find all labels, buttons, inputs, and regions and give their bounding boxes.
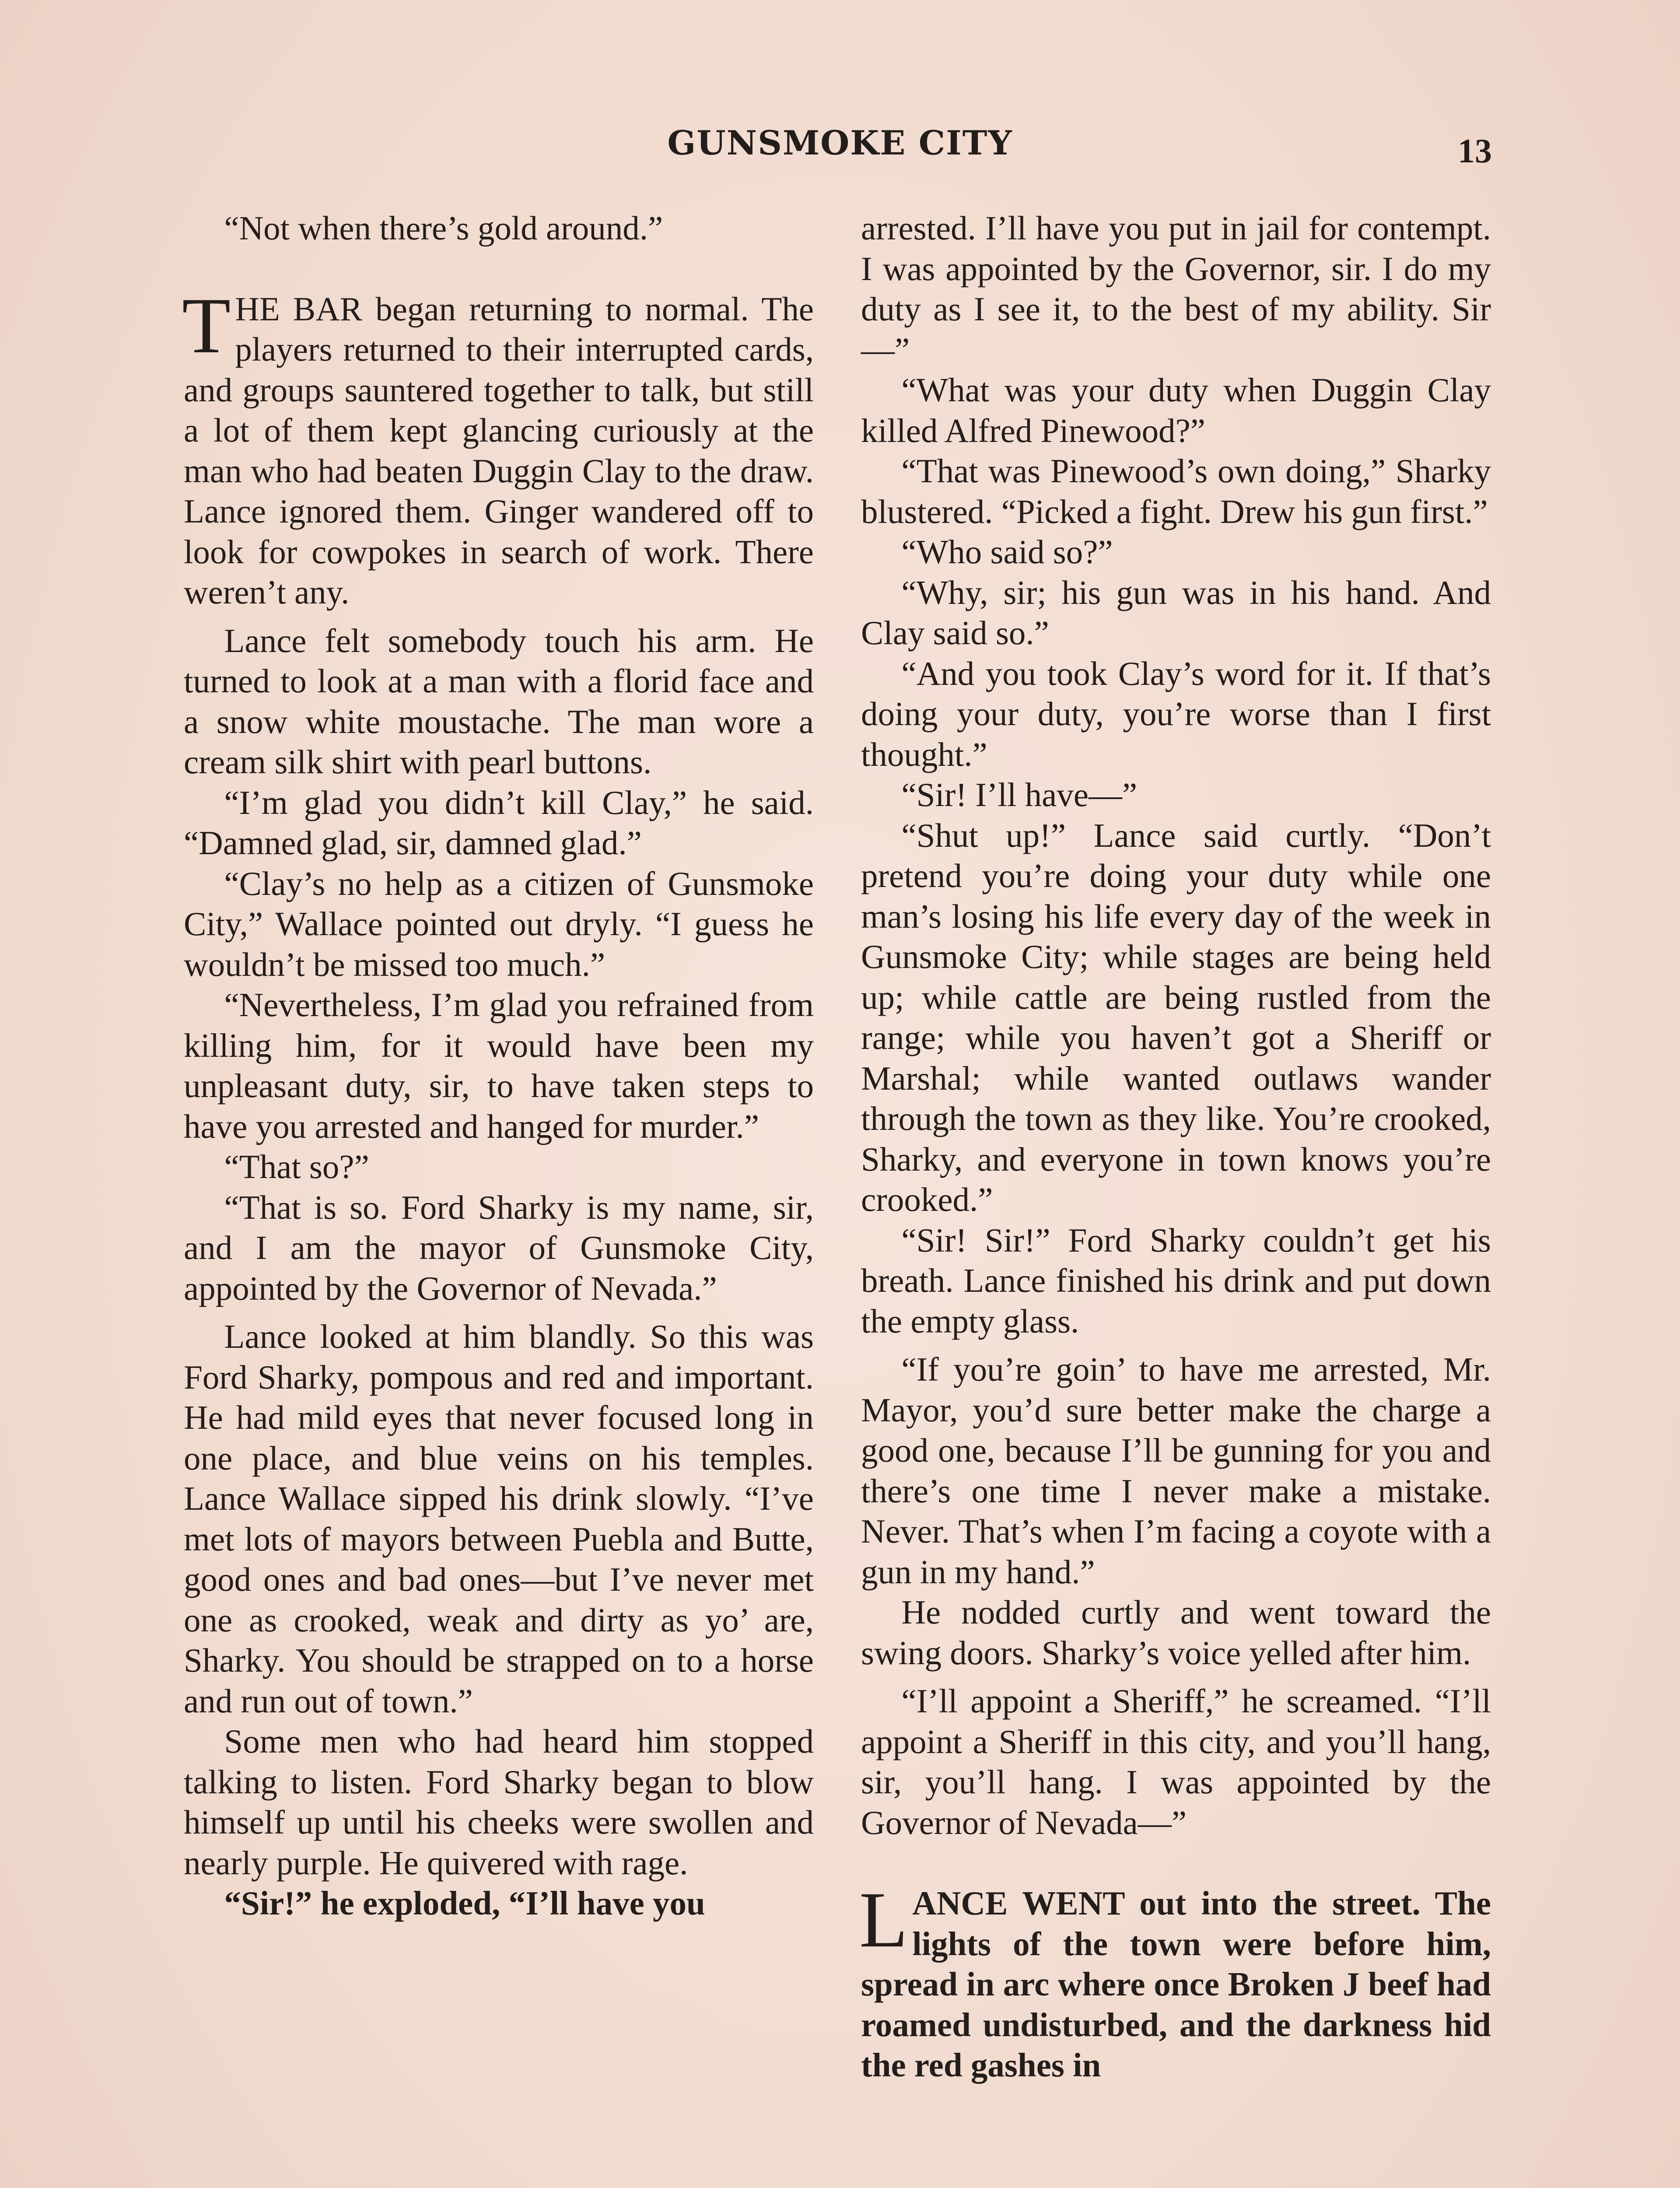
paragraph: “Clay’s no help as a citizen of Gunsmoke City,” Wallace pointed out dryly. “I guess he wouldn’t be missed too much.”	[184, 864, 814, 983]
paragraph: “What was your duty when Duggin Clay killed Alfred Pinewood?”	[861, 371, 1491, 449]
drop-cap-letter: L	[859, 1876, 908, 1964]
paragraph: “Who said so?”	[901, 533, 1113, 571]
paragraph: “Shut up!” Lance said curtly. “Don’t pretend you’re doing your duty while one man’s losing his life every day of the week in Gunsmoke City; while stages are being held up; while cattle are being rustled from the range; while you haven’t got a Sheriff or Marshal; while wanted outlaws wander through the town as they like. You’re crooked, Sharky, and everyone in town knows you’re crooked.”	[861, 816, 1491, 1218]
paragraph: arrested. I’ll have you put in jail for contempt. I was appointed by the Governor, sir. I do my duty as I see it, to the best of my ability. Sir—”	[861, 209, 1491, 368]
paragraph: “If you’re goin’ to have me arrested, Mr. Mayor, you’d sure better make the charge a good one, because I’ll be gunning for you and there’s one time I never make a mistake. Never. That’s when I’m facing a coyote with a gun in my hand.”	[861, 1350, 1491, 1591]
paragraph: “And you took Clay’s word for it. If that’s doing your duty, you’re worse than I first thought.”	[861, 654, 1491, 773]
running-header-title: GUNSMOKE CITY	[667, 123, 1013, 162]
paragraph: “That so?”	[224, 1148, 369, 1185]
paragraph: “Sir! I’ll have—”	[901, 776, 1138, 813]
page-number: 13	[1458, 132, 1492, 170]
left-text-column	[184, 208, 814, 1924]
paragraph: “I’m glad you didn’t kill Clay,” he said. “Damned glad, sir, damned glad.”	[184, 783, 814, 862]
paragraph: “Sir!” he exploded, “I’ll have you	[224, 1884, 705, 1922]
paragraph: “Not when there’s gold around.”	[224, 209, 663, 247]
paragraph-text: ANCE WENT out into the street. The lights of the town were before him, spread in arc where once Broken J beef had roamed undisturbed, and the darkness hid the red gashes in	[861, 1884, 1491, 2084]
paragraph: “That was Pinewood’s own doing,” Sharky blustered. “Picked a fight. Drew his gun first.”	[861, 452, 1491, 530]
paragraph-dropcap	[859, 1876, 1491, 2086]
paragraph: He nodded curtly and went toward the swing doors. Sharky’s voice yelled after him.	[861, 1593, 1491, 1672]
paragraph: “Why, sir; his gun was in his hand. And Clay said so.”	[861, 573, 1491, 652]
right-text-column	[861, 208, 1491, 2086]
paragraph: “Sir! Sir!” Ford Sharky couldn’t get his breath. Lance finished his drink and put down the empty glass.	[861, 1221, 1491, 1340]
paragraph: Lance felt somebody touch his arm. He turned to look at a man with a florid face and a snow white moustache. The man wore a cream silk shirt with pearl buttons.	[184, 621, 814, 781]
paragraph: “I’ll appoint a Sheriff,” he screamed. “I’ll appoint a Sheriff in this city, and you’ll hang, sir, you’ll hang. I was appointed by the Governor of Nevada—”	[861, 1682, 1491, 1841]
paragraph-text: HE BAR began returning to normal. The players returned to their interrupted cards, and groups sauntered together to talk, but still a lot of them kept glancing curiously at the man who had beaten Duggin Clay to the draw. Lance ignored them. Ginger wandered off to look for cowpokes in search of work. There weren’t any.	[184, 290, 814, 611]
paragraph: Lance looked at him blandly. So this was Ford Sharky, pompous and red and important. He had mild eyes that never focused long in one place, and blue veins on his temples. Lance Wallace sipped his drink slowly. “I’ve met lots of mayors between Puebla and Butte, good ones and bad ones—but I’ve never met one as crooked, weak and dirty as yo’ are, Sharky. You should be strapped on to a horse and run out of town.”	[184, 1318, 814, 1720]
paragraph-dropcap	[182, 281, 814, 613]
paragraph: Some men who had heard him stopped talking to listen. Ford Sharky began to blow himself up until his cheeks were swollen and nearly purple. He quivered with rage.	[184, 1722, 814, 1882]
paragraph: “That is so. Ford Sharky is my name, sir, and I am the mayor of Gunsmoke City, appointed by the Governor of Nevada.”	[184, 1188, 814, 1307]
drop-cap-letter: T	[182, 281, 231, 370]
paragraph: “Nevertheless, I’m glad you refrained from killing him, for it would have been my unpleasant duty, sir, to have taken steps to have you arrested and hanged for murder.”	[184, 986, 814, 1145]
